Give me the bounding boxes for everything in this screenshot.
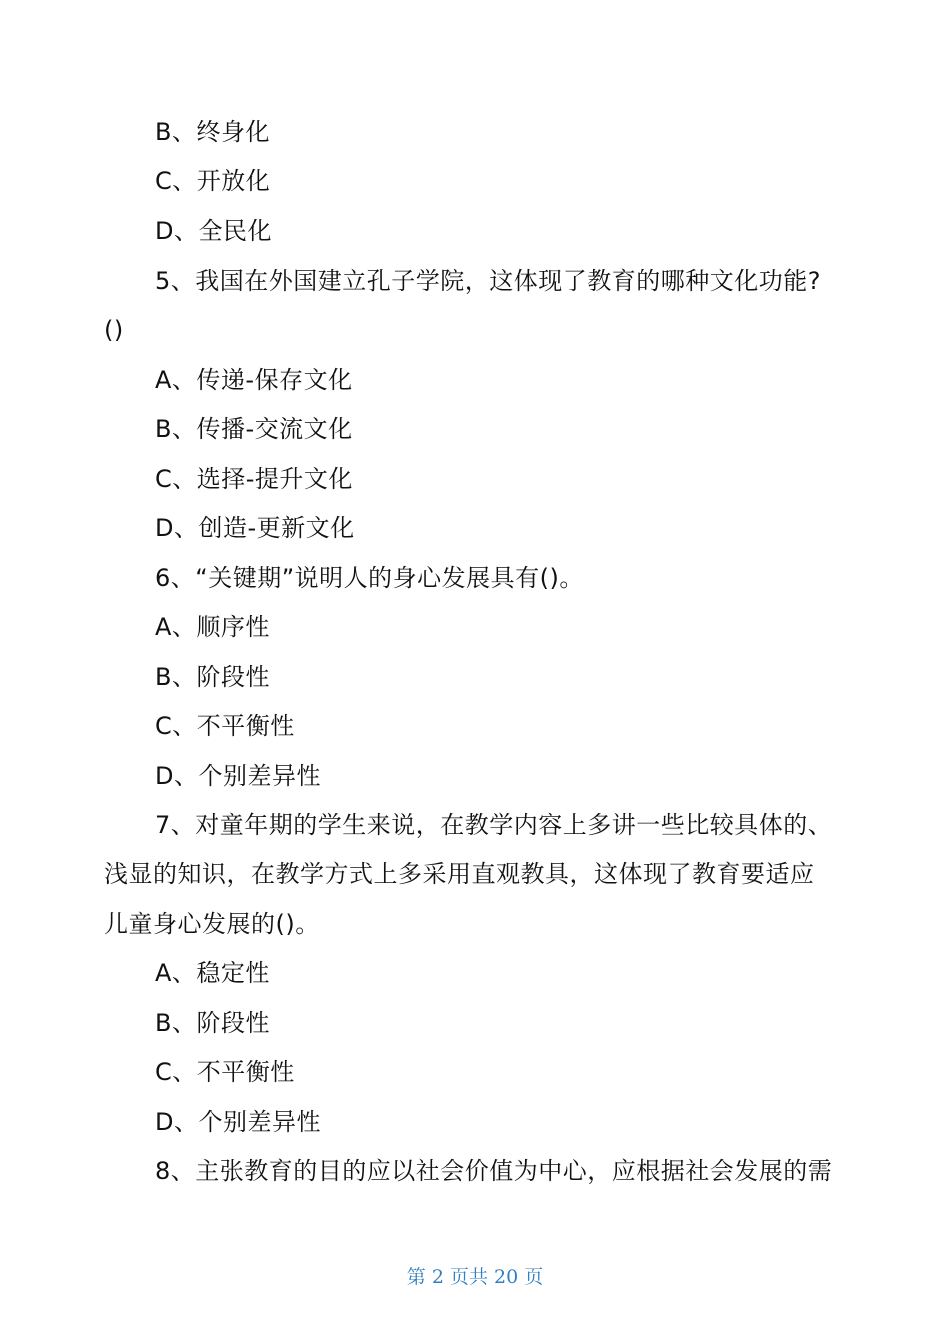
option-d-q4: D、全民化 [155, 217, 272, 245]
option-b-q4: B、终身化 [155, 118, 270, 146]
option-a-q7: A、稳定性 [155, 959, 270, 987]
option-c-q4: C、开放化 [155, 167, 271, 195]
option-c-q7: C、不平衡性 [155, 1058, 295, 1086]
option-c-q6: C、不平衡性 [155, 712, 295, 740]
question-7-line-2: 浅显的知识，在教学方式上多采用直观教具，这体现了教育要适应 [104, 860, 815, 888]
page-footer: 第 2 页共 20 页 [406, 1266, 544, 1288]
option-a-q6: A、顺序性 [155, 613, 270, 641]
option-b-q6: B、阶段性 [155, 663, 270, 691]
option-b-q5: B、传播-交流文化 [155, 415, 353, 443]
question-5: 5、我国在外国建立孔子学院，这体现了教育的哪种文化功能? [155, 267, 822, 295]
question-7-line-3: 儿童身心发展的()。 [104, 910, 320, 938]
option-b-q7: B、阶段性 [155, 1009, 270, 1037]
option-a-q5: A、传递-保存文化 [155, 366, 353, 394]
question-5-blank: () [104, 316, 124, 344]
question-7: 7、对童年期的学生来说，在教学内容上多讲一些比较具体的、 [155, 811, 833, 839]
option-d-q5: D、创造-更新文化 [155, 514, 355, 542]
option-c-q5: C、选择-提升文化 [155, 465, 353, 493]
question-8: 8、主张教育的目的应以社会价值为中心，应根据社会发展的需 [155, 1157, 833, 1185]
option-d-q7: D、个别差异性 [155, 1108, 321, 1136]
question-6: 6、“关键期”说明人的身心发展具有()。 [155, 564, 584, 592]
option-d-q6: D、个别差异性 [155, 762, 321, 790]
